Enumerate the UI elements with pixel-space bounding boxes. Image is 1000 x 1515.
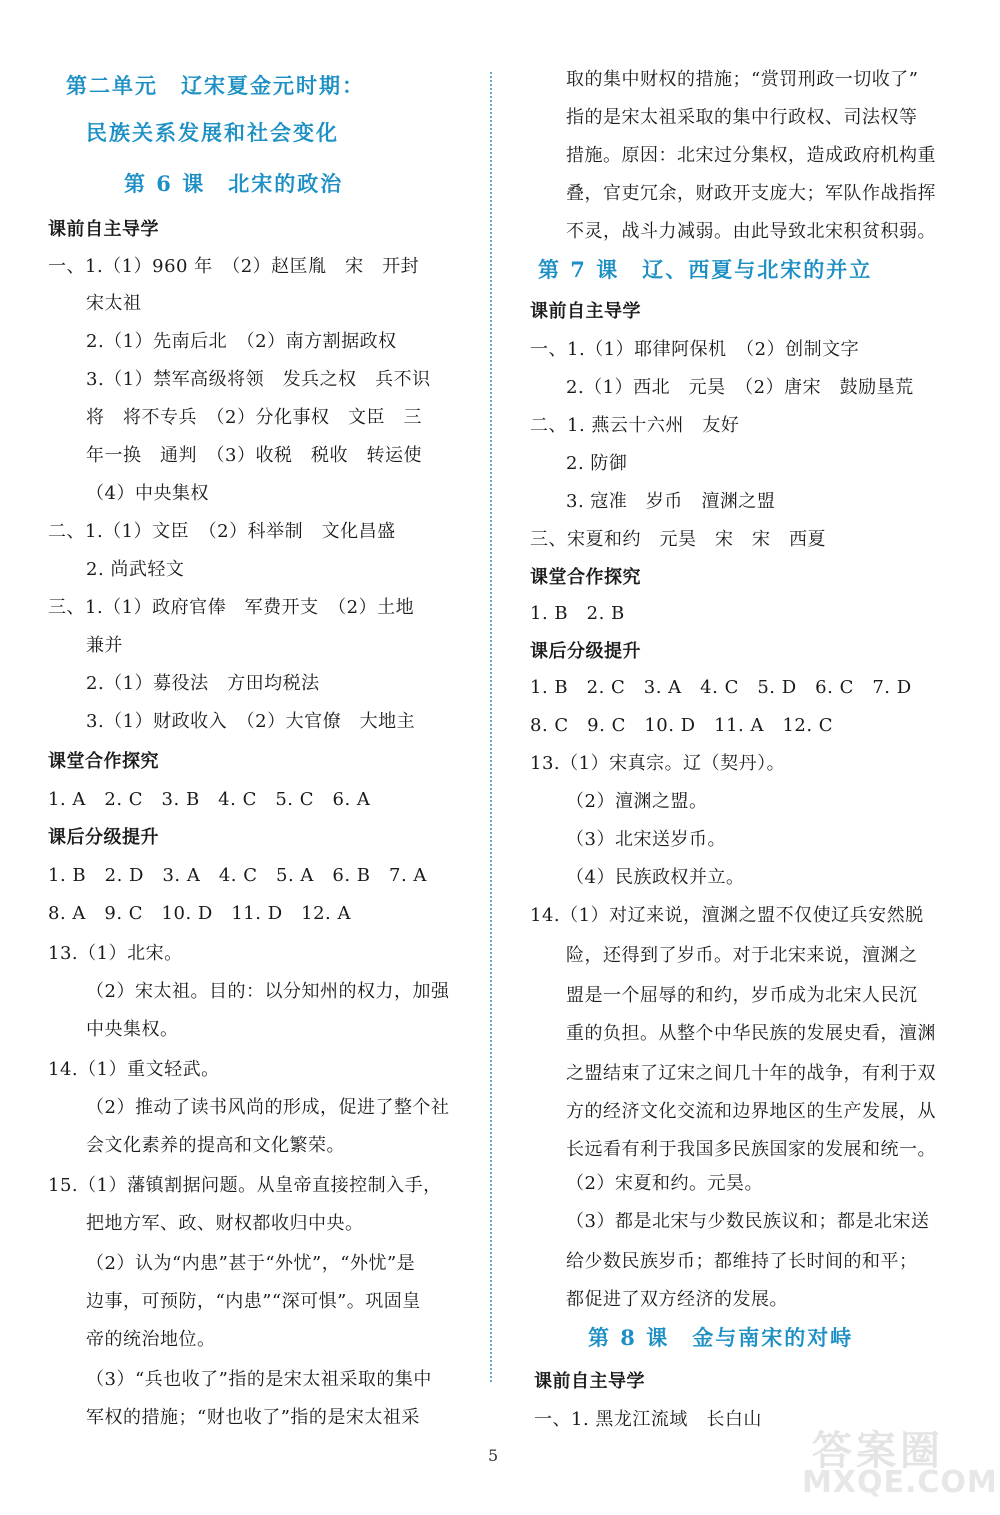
answer-line: 兼并 [86, 635, 123, 656]
answer-line: 二、1. 燕云十六州 友好 [530, 415, 740, 436]
lesson-6-title: 第 6 课 北宋的政治 [124, 171, 344, 196]
answer-line: （4）中央集权 [86, 483, 209, 504]
watermark-logo-text: 答案圈 [812, 1428, 944, 1474]
answer-line: 一、1.（1）耶律阿保机 （2）创制文字 [530, 339, 860, 360]
answer-line: 帝的统治地位。 [86, 1329, 216, 1350]
answer-line: 会文化素养的提高和文化繁荣。 [86, 1135, 345, 1156]
answer-line: 三、宋夏和约 元昊 宋 宋 西夏 [530, 529, 826, 550]
answer-line: （3）“兵也收了”指的是宋太祖采取的集中 [86, 1369, 432, 1390]
answer-line: （2）宋太祖。目的：以分知州的权力，加强 [86, 981, 450, 1002]
watermark-logo [802, 1419, 998, 1501]
section-pre-class: 课前自主导学 [48, 219, 159, 240]
answer-line: 指的是宋太祖采取的集中行政权、司法权等 [566, 107, 918, 128]
answer-line: 重的负担。从整个中华民族的发展史看，澶渊 [566, 1023, 936, 1044]
answer-line: 3. 寇准 岁币 澶渊之盟 [566, 491, 776, 512]
answer-line: 2.（1）先南后北 （2）南方割据政权 [86, 331, 397, 352]
answer-line: 把地方军、政、财权都收归中央。 [86, 1213, 364, 1234]
answer-line: 1. A 2. C 3. B 4. C 5. C 6. A [48, 789, 371, 810]
unit-title-line-1: 第二单元 辽宋夏金元时期： [66, 73, 365, 98]
answer-line: （2）澶渊之盟。 [566, 791, 708, 812]
answer-line: 3.（1）财政收入 （2）大官僚 大地主 [86, 711, 416, 732]
answer-line: 将 将不专兵 （2）分化事权 文臣 三 [86, 407, 422, 428]
unit-title-line-2: 民族关系发展和社会变化 [86, 120, 339, 145]
answer-line: 13.（1）北宋。 [48, 943, 183, 964]
answer-line: 方的经济文化交流和边界地区的生产发展，从 [566, 1101, 936, 1122]
answer-line: 2.（1）募役法 方田均税法 [86, 673, 320, 694]
answer-line: 措施。原因：北宋过分集权，造成政府机构重 [566, 145, 936, 166]
answer-line: 一、1. 黑龙江流域 长白山 [534, 1409, 762, 1430]
answer-line: 边事，可预防，“内患”“深可惧”。巩固皇 [86, 1291, 421, 1312]
page-number: 5 [488, 1446, 499, 1465]
answer-line: 叠，官吏冗余，财政开支庞大；军队作战指挥 [566, 183, 936, 204]
answer-line: （3）北宋送岁币。 [566, 829, 726, 850]
answer-line: 14.（1）对辽来说，澶渊之盟不仅使辽兵安然脱 [530, 905, 924, 926]
answer-line: 二、1.（1）文臣 （2）科举制 文化昌盛 [48, 521, 396, 542]
section-after-class: 课后分级提升 [48, 827, 159, 848]
answer-line: 盟是一个屈辱的和约，岁币成为北宋人民沉 [566, 985, 918, 1006]
answer-line: 1. B 2. C 3. A 4. C 5. D 6. C 7. D [530, 677, 912, 698]
column-divider [490, 72, 492, 1382]
section-in-class: 课堂合作探究 [530, 567, 641, 588]
answer-line: 一、1.（1）960 年 （2）赵匡胤 宋 开封 [48, 256, 420, 277]
lesson-7-title: 第 7 课 辽、西夏与北宋的并立 [538, 257, 873, 282]
answer-line: 13.（1）宋真宗。辽（契丹）。 [530, 753, 786, 774]
section-after-class: 课后分级提升 [530, 641, 641, 662]
answer-line: 年一换 通判 （3）收税 税收 转运使 [86, 445, 422, 466]
answer-line: 2. 防御 [566, 453, 628, 474]
answer-line: 2. 尚武轻文 [86, 559, 185, 580]
watermark-site: MXQE.COM [802, 1465, 998, 1500]
answer-line: 三、1.（1）政府官俸 军费开支 （2）土地 [48, 597, 415, 618]
section-pre-class: 课前自主导学 [530, 301, 641, 322]
answer-line: 14.（1）重文轻武。 [48, 1059, 220, 1080]
answer-line: 之盟结束了辽宋之间几十年的战争，有利于双 [566, 1063, 936, 1084]
answer-line: （3）都是北宋与少数民族议和；都是北宋送 [566, 1211, 930, 1232]
section-in-class: 课堂合作探究 [48, 751, 159, 772]
answer-line: （4）民族政权并立。 [566, 867, 745, 888]
lesson-8-title: 第 8 课 金与南宋的对峙 [588, 1325, 854, 1350]
answer-line: 险，还得到了岁币。对于北宋来说，澶渊之 [566, 945, 918, 966]
answer-line: 3.（1）禁军高级将领 发兵之权 兵不识 [86, 369, 431, 390]
answer-line: 中央集权。 [86, 1019, 179, 1040]
answer-line: 1. B 2. D 3. A 4. C 5. A 6. B 7. A [48, 865, 427, 886]
answer-line: 都促进了双方经济的发展。 [566, 1289, 788, 1310]
answer-line: 15.（1）藩镇割据问题。从皇帝直接控制入手， [48, 1175, 442, 1196]
answer-line: 军权的措施；“财也收了”指的是宋太祖采 [86, 1407, 420, 1428]
answer-line: （2）宋夏和约。元昊。 [566, 1173, 763, 1194]
answer-line: 给少数民族岁币；都维持了长时间的和平； [566, 1251, 918, 1272]
answer-line: 取的集中财权的措施；“赏罚刑政一切收了” [566, 69, 919, 90]
answer-line: 不灵，战斗力减弱。由此导致北宋积贫积弱。 [566, 221, 936, 242]
answer-line: 2.（1）西北 元昊 （2）唐宋 鼓励垦荒 [566, 377, 914, 398]
answer-line: 宋太祖 [86, 293, 142, 314]
answer-line: 长远看有利于我国多民族国家的发展和统一。 [566, 1139, 936, 1160]
answer-line: 8. A 9. C 10. D 11. D 12. A [48, 903, 351, 924]
section-pre-class: 课前自主导学 [534, 1371, 645, 1392]
answer-line: 8. C 9. C 10. D 11. A 12. C [530, 715, 834, 736]
answer-line: （2）推动了读书风尚的形成，促进了整个社 [86, 1097, 450, 1118]
answer-line: 1. B 2. B [530, 603, 625, 624]
answer-line: （2）认为“内患”甚于“外忧”，“外忧”是 [86, 1253, 416, 1274]
